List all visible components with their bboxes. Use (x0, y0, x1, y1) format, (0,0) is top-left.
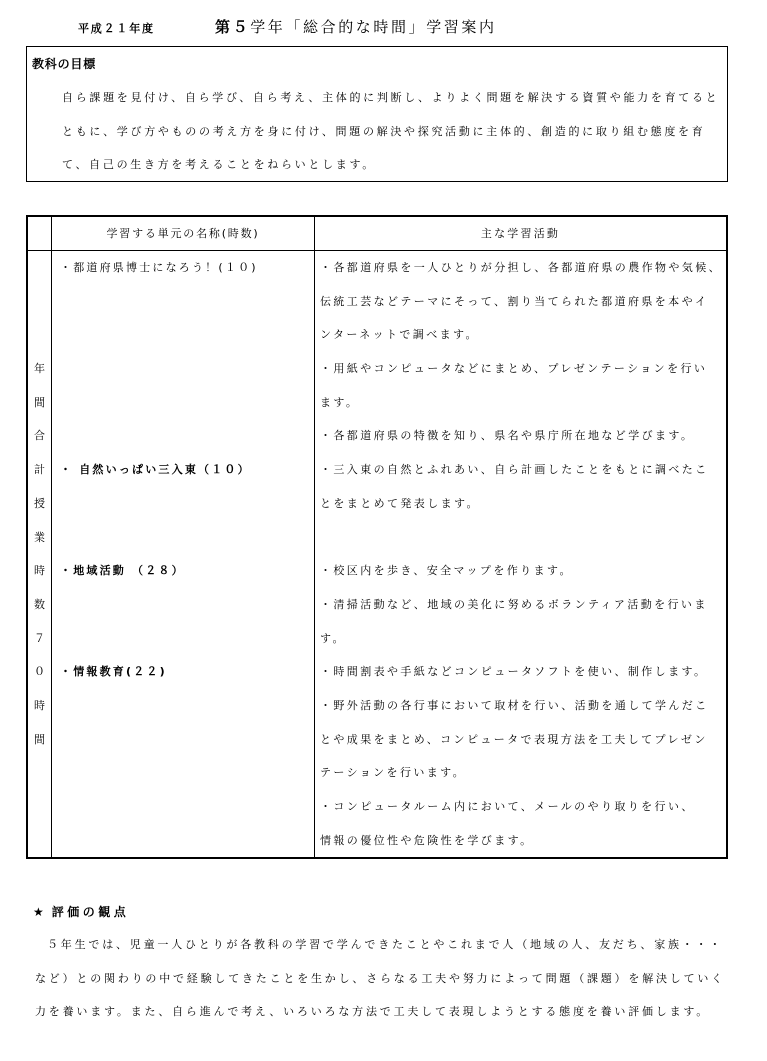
objective-line: て、自己の生き方を考えることをねらいとします。 (62, 158, 376, 172)
objective-line: ともに、学び方やものの考え方を身に付け、問題の解決や探究活動に主体的、創造的に取り組む態度を育 (62, 124, 706, 138)
unit-name: ・ 自然いっぱい三入東（１０） (60, 463, 251, 477)
unit-name-cell (52, 453, 315, 554)
unit-name-cell (52, 251, 315, 453)
activity-line: ・校区内を歩き、安全マップを作ります。 (320, 564, 573, 578)
activity-line: テーションを行います。 (320, 766, 467, 780)
blank-row (320, 521, 726, 555)
unit-activities-cell (315, 554, 726, 655)
evaluation-title: 評価の観点 (51, 905, 130, 919)
unit-list (52, 251, 726, 857)
total-hours-char: 間 (34, 395, 45, 409)
curriculum-table (26, 215, 728, 859)
total-hours-char: 間 (34, 732, 45, 746)
unit-name-cell (52, 554, 315, 655)
activity-line: ・野外活動の各行事において取材を行い、活動を通して学んだこ (320, 698, 709, 712)
total-hours-char: 計 (34, 463, 45, 477)
activity-line: ・コンピュータルーム内において、メールのやり取りを行い、 (320, 800, 695, 813)
school-year: 平成２１年度 (78, 22, 155, 35)
unit-name: ・地域活動 （２８） (60, 564, 185, 578)
table-body (28, 251, 726, 857)
table-row (52, 655, 726, 857)
activity-line: ンターネットで調べます。 (320, 328, 479, 342)
page-title (215, 16, 497, 37)
total-hours-char: 時 (34, 698, 45, 712)
total-hours-char: ０ (34, 665, 45, 679)
activity-line: ・時間割表や手紙などコンピュータソフトを使い、制作します。 (320, 665, 708, 679)
title-grade: 第５ (215, 18, 251, 36)
table-row (52, 554, 726, 655)
evaluation-line: 力を養います。また、自ら進んで考え、いろいろな方法で工夫して表現しようとする態度を養い評価します。 (35, 1005, 711, 1019)
total-hours-char: ７ (34, 631, 45, 645)
activity-line: 情報の優位性や危険性を学びます。 (320, 833, 534, 847)
total-hours-char: 数 (34, 597, 45, 611)
star-icon: ★ (33, 905, 44, 919)
unit-name: ・情報教育(２２) (60, 665, 167, 679)
activity-line: ます。 (320, 395, 360, 409)
evaluation-line: など）との関わりの中で経験してきたことを生かし、さらなる工夫や努力によって問題（課題）を解決していく (35, 971, 725, 985)
total-hours-char: 年 (34, 362, 45, 376)
objective-line: 自ら課題を見付け、自ら学び、自ら考え、主体的に判断し、よりよく問題を解決する資質や能力を育てると (62, 91, 720, 104)
table-header-row (28, 217, 726, 251)
activity-line: とや成果をまとめ、コンピュータで表現方法を工夫してプレゼン (320, 732, 708, 746)
unit-name-cell (52, 655, 315, 857)
evaluation-line: ５年生では、児童一人ひとりが各教科の学習で学んできたことやこれまで人（地域の人、友だち、家族・・・ (47, 938, 724, 951)
objective-text (62, 81, 724, 182)
unit-activities-cell (315, 251, 726, 453)
total-hours-char: 授 (34, 496, 45, 510)
table-row (52, 251, 726, 453)
evaluation-heading (33, 903, 129, 920)
activity-line: とをまとめて発表します。 (320, 496, 480, 510)
unit-activities-cell (315, 655, 726, 857)
evaluation-text (35, 928, 735, 1029)
activity-line: ・用紙やコンピュータなどにまとめ、プレゼンテーションを行い (320, 362, 708, 376)
total-hours-char: 時 (34, 564, 45, 578)
activity-line: す。 (320, 631, 346, 645)
header-blank-cell (28, 217, 52, 250)
activity-line: ・各都道府県の特徴を知り、県名や県庁所在地など学びます。 (320, 429, 695, 443)
header-unit-cell: 学習する単元の名称(時数) (52, 217, 315, 250)
activity-line: 伝統工芸などテーマにそって、割り当てられた都道府県を本やイ (320, 294, 709, 308)
total-hours-char: 合 (34, 429, 45, 443)
activity-line: ・三入東の自然とふれあい、自ら計画したことをもとに調べたこ (320, 463, 709, 477)
total-hours-label (28, 251, 52, 857)
objective-heading: 教科の目標 (32, 57, 97, 71)
title-text: 学年「総合的な時間」学習案内 (250, 18, 497, 36)
activity-line: ・清掃活動など、地域の美化に努めるボランティア活動を行いま (320, 597, 708, 611)
objective-box (26, 46, 728, 182)
unit-activities-cell (315, 453, 726, 554)
header-activity-cell: 主な学習活動 (480, 227, 561, 240)
activity-line: ・各都道府県を一人ひとりが分担し、各都道府県の農作物や気候、 (320, 261, 722, 274)
total-hours-char: 業 (34, 530, 45, 544)
unit-name: ・都道府県博士になろう！(１０) (60, 261, 258, 274)
table-row (52, 453, 726, 554)
